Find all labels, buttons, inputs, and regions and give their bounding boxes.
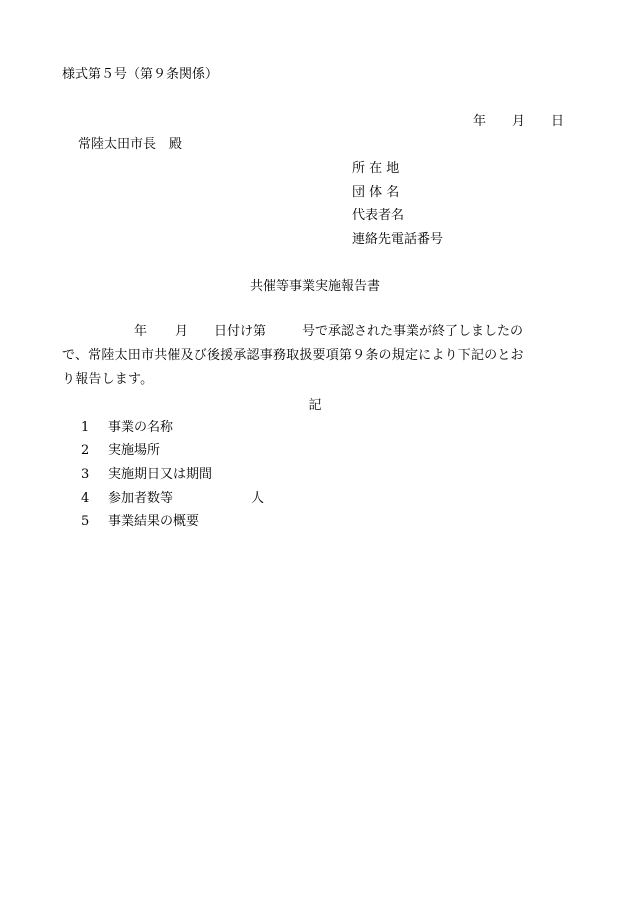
item-label: 事業の名称	[108, 420, 174, 435]
item-label: 実施場所	[108, 443, 161, 458]
ki-heading: 記	[308, 398, 322, 413]
date-year-label: 年	[472, 114, 486, 129]
item-row	[81, 492, 264, 505]
body-month: 月	[175, 324, 189, 339]
body-year: 年	[134, 324, 148, 339]
form-number: 様式第５号（第９条関係）	[62, 67, 219, 82]
item-number: 5	[81, 514, 90, 529]
body-paragraph-line-2: で、常陸太田市共催及び後援承認事務取扱要項第９条の規定により下記のとお	[62, 348, 524, 363]
item-label: 実施期日又は期間	[108, 467, 213, 482]
item-row	[81, 515, 199, 528]
applicant-organization-label: 団 体 名	[352, 185, 400, 200]
body-date-ref: 日付け第	[214, 324, 267, 339]
item-row	[81, 468, 212, 481]
item-number: 1	[81, 420, 90, 435]
body-paragraph-line-1	[62, 325, 523, 338]
participant-unit: 人	[251, 491, 265, 506]
date-day-label: 日	[550, 114, 564, 129]
date-month-label: 月	[511, 114, 525, 129]
addressee: 常陸太田市長 殿	[78, 137, 183, 152]
report-date	[473, 115, 564, 128]
item-label: 参加者数等	[108, 491, 174, 506]
applicant-address-label: 所 在 地	[352, 161, 400, 176]
item-row	[81, 444, 160, 457]
item-row	[81, 421, 173, 434]
applicant-phone-label: 連絡先電話番号	[352, 232, 444, 247]
applicant-representative-label: 代表者名	[352, 208, 405, 223]
item-number: 4	[81, 491, 90, 506]
item-number: 2	[81, 443, 90, 458]
body-approval-text: 号で承認された事業が終了しましたの	[302, 324, 524, 339]
item-number: 3	[81, 467, 90, 482]
body-paragraph-line-3: り報告します。	[62, 372, 154, 387]
item-label: 事業結果の概要	[108, 514, 200, 529]
document-title: 共催等事業実施報告書	[249, 279, 380, 294]
